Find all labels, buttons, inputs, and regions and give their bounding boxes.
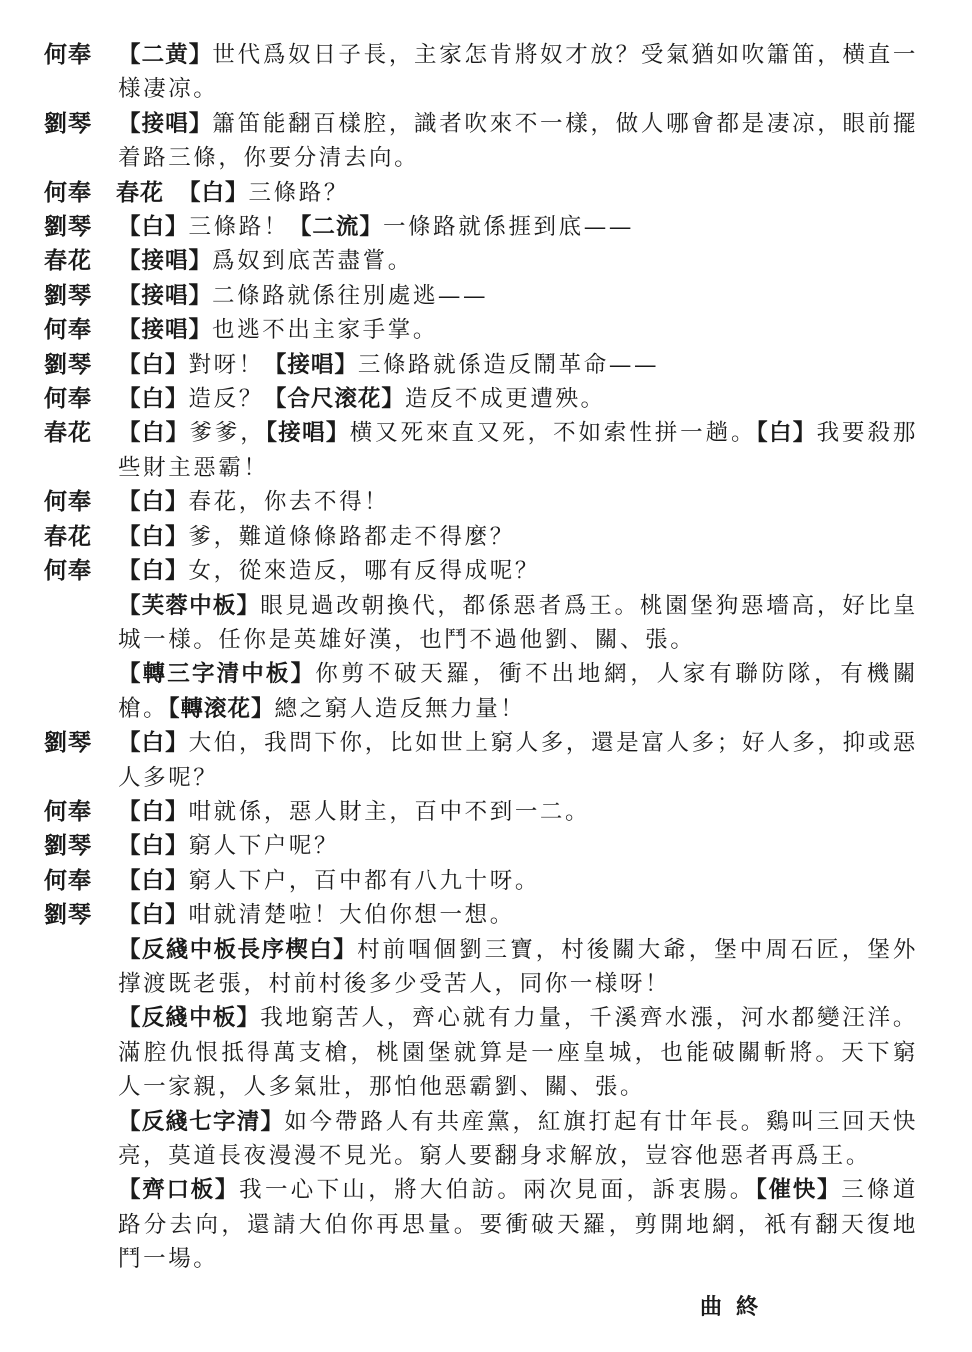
dialogue-entry — [0, 589, 972, 658]
dialogue-entry — [0, 829, 972, 863]
tune-tag: 【白】 — [118, 902, 189, 929]
tune-tag: 【反綫中板】 — [118, 1005, 261, 1032]
tune-tag: 【接唱】 — [118, 282, 213, 309]
tune-tag: 【白】 — [118, 833, 189, 860]
dialogue-entry — [0, 313, 972, 347]
line-text: 咁就係，惡人財主，百中不到一二。 — [188, 798, 591, 825]
tune-tag: 【白】 — [118, 214, 189, 241]
dialogue-entry — [0, 1001, 972, 1104]
line-text: 總之窮人造反無力量！ — [274, 695, 526, 722]
dialogue-entry — [0, 485, 972, 519]
tune-tag: 【白】 — [118, 867, 189, 894]
speaker-name: 何奉 — [44, 866, 92, 894]
script-page — [0, 38, 972, 1277]
dialogue-entry — [0, 416, 972, 485]
tune-tag: 【反綫七字清】 — [118, 1108, 285, 1135]
speaker-name: 劉琴 — [44, 281, 92, 309]
speaker-name: 何奉 — [44, 41, 92, 68]
line-text: 春花，你去不得！ — [188, 489, 390, 516]
tune-tag: 【接唱】 — [265, 420, 350, 447]
dialogue-text — [178, 176, 972, 210]
line-text: 咁就清楚啦！大伯你想一想。 — [188, 902, 515, 929]
dialogue-text — [118, 864, 918, 898]
dialogue-text — [118, 313, 918, 347]
dialogue-text — [118, 279, 918, 313]
dialogue-entry — [0, 382, 972, 416]
dialogue-text — [118, 382, 918, 416]
speaker-name: 劉琴 — [44, 729, 92, 757]
line-text: 窮人下户，百中都有八九十呀。 — [188, 867, 540, 894]
tune-tag: 【白】 — [118, 798, 189, 825]
tune-tag: 【二流】 — [288, 214, 383, 241]
line-text: 爹，難道條條路都走不得麼？ — [188, 523, 515, 550]
speaker-name: 劉琴 — [44, 832, 92, 860]
dialogue-entry — [0, 176, 972, 210]
line-text: 一條路就係捱到底—— — [382, 214, 634, 241]
tune-tag: 【反綫中板長序楔白】 — [118, 936, 358, 963]
line-text: 女，從來造反，哪有反得成呢？ — [188, 558, 540, 585]
line-text: 世代爲奴日子長，主家怎肯將奴才放？受氣猶如吹簫笛，横直一様凄凉。 — [118, 42, 918, 103]
line-text: 爲奴到底苦盡嘗。 — [212, 248, 413, 275]
tune-tag: 【轉三字清中板】 — [118, 661, 316, 688]
line-text: 簫笛能翻百樣腔，識者吹來不一樣，做人哪會都是凄凉，眼前擺着路三條，你要分清去向。 — [118, 110, 918, 172]
speaker-name: 春花 — [44, 247, 92, 275]
tune-tag: 【白】 — [118, 523, 189, 550]
speaker-name: 劉琴 — [44, 350, 92, 378]
tune-tag: 【白】 — [178, 179, 249, 206]
tune-tag: 【白】 — [118, 489, 189, 516]
tune-tag: 【催快】 — [755, 1177, 842, 1204]
tune-tag: 【接唱】 — [263, 351, 358, 378]
dialogue-text — [118, 554, 918, 588]
dialogue-text — [118, 795, 918, 829]
speaker-name: 何奉 — [44, 797, 92, 825]
dialogue-entry — [0, 210, 972, 244]
dialogue-entry — [0, 864, 972, 898]
line-text: 眼見過改朝換代，都係惡者爲王。桃園堡狗惡墻高，好比皇城一様。任你是英雄好漢，也鬥不過他劉、關、張。 — [118, 592, 918, 653]
dialogue-entry — [0, 1173, 972, 1276]
speaker-name: 何奉 — [44, 316, 92, 344]
tune-tag: 【白】 — [118, 730, 189, 757]
dialogue-text — [118, 210, 918, 244]
line-text: 三條路就係造反鬧革命—— — [357, 351, 660, 378]
speaker-name: 春花 — [44, 419, 92, 447]
dialogue-text — [118, 1173, 918, 1276]
dialogue-text — [118, 657, 918, 726]
tune-tag: 【二黄】 — [118, 42, 213, 68]
dialogue-text — [118, 589, 918, 658]
line-text: 爹爹， — [189, 420, 266, 447]
dialogue-text — [118, 933, 918, 1002]
tune-tag: 【轉滚花】 — [168, 695, 275, 722]
line-text: 你剪不破天羅，衝不出地網，人家有聯防隊，有機關槍。 — [118, 661, 918, 722]
dialogue-entry — [0, 38, 972, 107]
dialogue-entry — [0, 726, 972, 795]
speaker-name: 何奉 — [44, 385, 92, 413]
speaker-name: 春花 — [44, 522, 92, 550]
speaker-name: 劉琴 — [44, 213, 92, 241]
tune-tag: 【齊口板】 — [118, 1177, 240, 1204]
speaker-name: 劉琴 — [44, 901, 92, 929]
line-text: 二條路就係往別處逃—— — [212, 282, 489, 309]
dialogue-text — [118, 107, 918, 176]
dialogue-text — [118, 485, 918, 519]
dialogue-entry — [0, 898, 972, 932]
dialogue-text — [118, 726, 918, 795]
tune-tag: 【芙蓉中板】 — [118, 592, 261, 619]
dialogue-entry — [0, 107, 972, 176]
dialogue-text — [118, 898, 918, 932]
line-text: 我地窮苦人，齊心就有力量，千溪齊水漲，河水都變汪洋。滿腔仇恨抵得萬支槍，桃園堡就算是一座皇城，也能破關斬將。天下窮人一家親，人多氣壯，那怕他惡霸劉、關、張。 — [118, 1005, 918, 1101]
speaker-name: 劉琴 — [44, 109, 92, 137]
line-text: 我要殺那些財主惡霸！ — [118, 420, 918, 481]
speaker-name: 何奉 — [44, 557, 92, 585]
line-text: 横又死來直又死，不如索性拼一趟。 — [349, 420, 757, 447]
end-marker: 曲終 — [700, 1294, 773, 1320]
line-text: 對呀！ — [188, 351, 264, 378]
line-text: 村前啯個劉三寶，村後關大爺，堡中周石匠，堡外撑渡既老張，村前村後多少受苦人，同你一様呀！ — [118, 936, 918, 997]
dialogue-text — [118, 348, 918, 382]
dialogue-entry — [0, 279, 972, 313]
line-text: 造反不成更遭殃。 — [404, 386, 606, 413]
line-text: 三條路？ — [248, 179, 349, 206]
dialogue-text — [118, 416, 918, 485]
dialogue-text — [118, 38, 918, 107]
tune-tag: 【白】 — [756, 420, 817, 447]
dialogue-entry — [0, 933, 972, 1002]
line-text: 三條路！ — [188, 214, 289, 241]
tune-tag: 【白】 — [118, 386, 189, 413]
line-text: 三條道路分去向，還請大伯你再思量。要衝破天羅，剪開地網，衹有翻天復地鬥一場。 — [118, 1177, 918, 1273]
dialogue-text — [118, 244, 918, 278]
tune-tag: 【接唱】 — [118, 248, 213, 275]
dialogue-text — [118, 1105, 918, 1174]
line-text: 窮人下户呢？ — [188, 833, 340, 860]
dialogue-entry — [0, 554, 972, 588]
dialogue-entry — [0, 1105, 972, 1174]
tune-tag: 【接唱】 — [118, 110, 213, 137]
line-text: 也逃不出主家手掌。 — [212, 317, 438, 344]
tune-tag: 【白】 — [118, 351, 189, 378]
dialogue-entry — [0, 348, 972, 382]
dialogue-text — [118, 829, 918, 863]
tune-tag: 【合尺滚花】 — [263, 386, 405, 413]
dialogue-text — [118, 1001, 918, 1104]
line-text: 大伯，我問下你，比如世上窮人多，還是富人多；好人多，抑或惡人多呢？ — [118, 730, 918, 791]
line-text: 造反？ — [188, 386, 264, 413]
speaker-name: 何奉 — [44, 488, 92, 516]
speaker-name: 何奉 春花 — [44, 178, 164, 206]
tune-tag: 【接唱】 — [118, 317, 213, 344]
dialogue-text — [118, 520, 918, 554]
dialogue-entry — [0, 244, 972, 278]
dialogue-entry — [0, 520, 972, 554]
tune-tag: 【白】 — [118, 420, 190, 447]
dialogue-entry — [0, 795, 972, 829]
dialogue-entry — [0, 657, 972, 726]
line-text: 如今帶路人有共産黨，紅旗打起有廿年長。鷄叫三回天快亮，莫道長夜漫漫不見光。窮人要翻身求解放，豈容他惡者再爲王。 — [118, 1108, 918, 1169]
line-text: 我一心下山，將大伯訪。兩次見面，訴衷腸。 — [239, 1177, 756, 1204]
tune-tag: 【白】 — [118, 558, 189, 585]
